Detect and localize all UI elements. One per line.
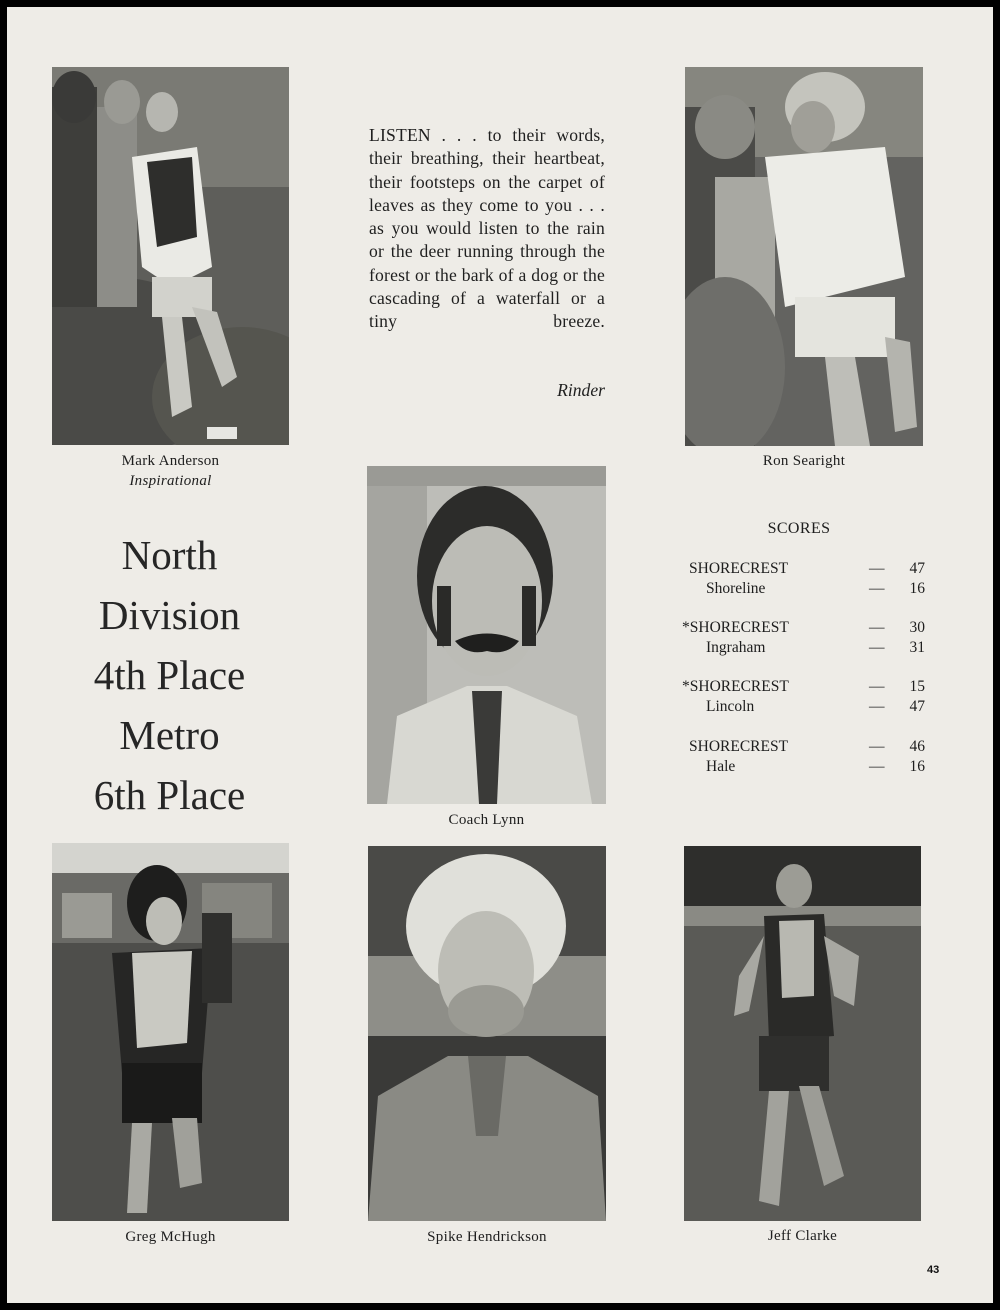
score-row-team [679,560,925,580]
caption-jeff-clarke [684,1226,921,1246]
score-row-team [679,738,925,758]
photo-greg-mchugh [52,843,289,1221]
caption-name: Coach Lynn [448,812,525,828]
team-name: SHORECREST [689,738,789,755]
caption-greg-mchugh [52,1227,289,1247]
team-score: 15 [909,678,925,695]
score-row-team [679,678,925,698]
opponent-name: Hale [706,758,736,775]
photo-spike-hendrickson [368,846,606,1221]
score-dash: — [869,678,885,695]
team-score: 30 [909,619,925,636]
score-row-opponent [679,580,925,600]
team-name: SHORECREST [689,560,789,577]
score-row-team [679,619,925,639]
caption-name: Greg McHugh [125,1229,216,1245]
quote-signature: Rinder [557,380,605,400]
opponent-score: 47 [909,698,925,715]
caption-name: Spike Hendrickson [427,1229,547,1245]
caption-name: Mark Anderson [121,453,220,469]
team-name: *SHORECREST [682,619,789,636]
score-dash: — [869,580,885,597]
team-score: 46 [909,738,925,755]
caption-coach-lynn [367,810,606,830]
opponent-name: Lincoln [706,698,755,715]
score-meet [679,738,925,778]
headline-line: 6th Place [93,772,246,818]
division-headline [47,525,292,825]
caption-subtitle: Inspirational [129,473,212,489]
headline-line: Metro [119,712,220,758]
score-meet [679,619,925,659]
team-name: *SHORECREST [682,678,789,695]
caption-ron-searight [685,451,923,471]
score-dash: — [869,639,885,656]
score-meet [679,560,925,600]
opponent-score: 16 [909,580,925,597]
photo-jeff-clarke [684,846,921,1221]
page-number: 43 [927,1264,940,1276]
score-row-opponent [679,698,925,718]
score-row-opponent [679,758,925,778]
headline-line: North [121,532,218,578]
team-score: 47 [909,560,925,577]
opponent-name: Ingraham [706,639,766,656]
score-dash: — [869,698,885,715]
caption-name: Jeff Clarke [767,1228,838,1244]
score-row-opponent [679,639,925,659]
photo-mark-anderson [52,67,289,445]
opponent-score: 16 [909,758,925,775]
caption-name: Ron Searight [762,453,846,469]
caption-spike-hendrickson [368,1227,606,1247]
yearbook-page [7,7,993,1303]
photo-ron-searight [685,67,923,446]
score-dash: — [869,560,885,577]
score-dash: — [869,758,885,775]
opponent-name: Shoreline [706,580,766,597]
quote-text: LISTEN . . . to their words, their breathing, their heartbeat, their footsteps on the carpet of leaves as they come to you . . . as you would listen to the rain or the deer running through the forest or the bark of a dog or the cascading of a waterfall or a tiny breeze. [369,125,605,332]
score-dash: — [869,619,885,636]
caption-mark-anderson [52,451,289,491]
score-dash: — [869,738,885,755]
scores-title: SCORES [767,520,831,537]
headline-line: Division [98,592,241,638]
photo-coach-lynn [367,466,606,804]
headline-line: 4th Place [93,652,246,698]
score-meet [679,678,925,718]
opponent-score: 31 [909,639,925,656]
